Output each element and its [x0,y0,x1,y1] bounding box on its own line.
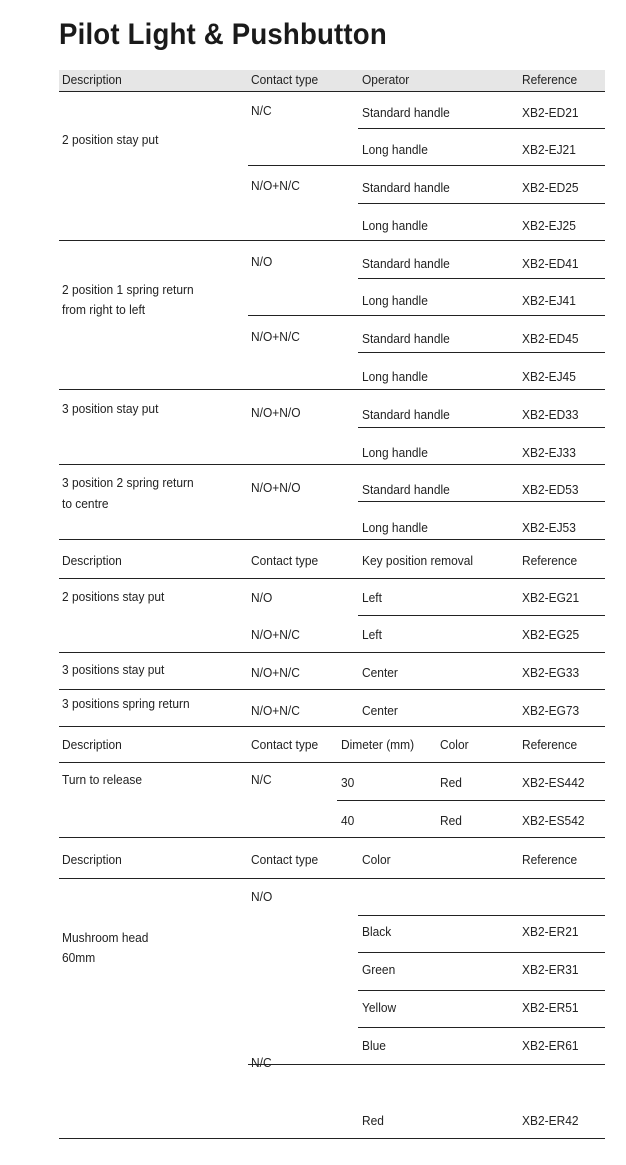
contact-cell: N/O+N/C [251,665,300,680]
operator-cell: Standard handle [362,256,450,271]
description-cell: 3 positions stay put [62,662,165,677]
operator-cell: Long handle [362,218,428,233]
contact-cell: N/O+N/O [251,405,301,420]
row-rule [248,165,605,166]
operator-cell: Standard handle [362,407,450,422]
operator-cell: Standard handle [362,180,450,195]
row-rule [358,990,605,991]
contact-cell: N/O+N/C [251,703,300,718]
header-color: Color [440,737,469,752]
reference-cell: XB2-EG33 [522,665,580,680]
row-rule [358,615,605,616]
reference-cell: XB2-EJ21 [522,142,576,157]
row-rule [337,800,605,801]
row-rule [358,427,605,428]
key-cell: Center [362,665,398,680]
reference-cell: XB2-EJ45 [522,369,576,384]
description-cell: 2 position stay put [62,132,159,147]
contact-cell: N/O [251,889,273,904]
key-cell: Center [362,703,398,718]
reference-cell: XB2-ED25 [522,180,579,195]
contact-cell: N/O+N/O [251,480,301,495]
header-rule [59,878,605,879]
operator-cell: Long handle [362,142,428,157]
description-cell: 2 positions stay put [62,589,165,604]
key-cell: Left [362,590,382,605]
operator-cell: Long handle [362,369,428,384]
reference-cell: XB2-ES542 [522,813,585,828]
reference-cell: XB2-EG25 [522,627,580,642]
reference-cell: XB2-ER61 [522,1038,579,1053]
header-color: Color [362,852,391,867]
description-cell: 3 positions spring return [62,696,190,711]
header-rule [59,762,605,763]
color-cell: Black [362,924,392,939]
color-cell: Blue [362,1038,386,1053]
reference-cell: XB2-EJ53 [522,520,576,535]
color-cell: Green [362,962,396,977]
header-description: Description [62,553,122,568]
contact-cell: N/O [251,254,273,269]
contact-cell: N/C [251,1055,272,1070]
header-reference: Reference [522,737,578,752]
reference-cell: XB2-EG73 [522,703,580,718]
header-reference: Reference [522,553,578,568]
row-rule [358,501,605,502]
color-cell: Red [440,775,462,790]
row-rule [358,278,605,279]
header-contact-type: Contact type [251,737,319,752]
header-rule [59,578,605,579]
header-description: Description [62,72,122,87]
header-contact-type: Contact type [251,852,319,867]
description-cell: Mushroom head 60mm [62,930,149,965]
contact-cell: N/O+N/C [251,178,300,193]
reference-cell: XB2-ER42 [522,1113,579,1128]
reference-cell: XB2-ER31 [522,962,579,977]
row-rule [358,952,605,953]
section-rule [59,539,605,540]
description-cell: Turn to release [62,772,142,787]
row-rule [358,128,605,129]
reference-cell: XB2-ED33 [522,407,579,422]
color-cell: Red [362,1113,384,1128]
contact-cell: N/C [251,772,272,787]
reference-cell: XB2-ES442 [522,775,585,790]
color-cell: Yellow [362,1000,397,1015]
section-rule [59,1138,605,1139]
reference-cell: XB2-ED45 [522,331,579,346]
description-cell: 3 position 2 spring return to centre [62,475,194,511]
header-description: Description [62,737,122,752]
header-key-position: Key position removal [362,553,474,568]
row-rule [248,1064,605,1065]
row-rule [248,315,605,316]
header-description: Description [62,852,122,867]
group-rule [59,464,605,465]
header-reference: Reference [522,852,578,867]
row-rule [358,1027,605,1028]
operator-cell: Standard handle [362,482,450,497]
color-cell: Red [440,813,462,828]
header-rule [59,91,605,92]
contact-cell: N/O+N/C [251,627,300,642]
reference-cell: XB2-EG21 [522,590,580,605]
row-rule [59,652,605,653]
operator-cell: Long handle [362,445,428,460]
page-title: Pilot Light & Pushbutton [59,18,387,51]
contact-cell: N/C [251,103,272,118]
operator-cell: Long handle [362,293,428,308]
reference-cell: XB2-ED41 [522,256,579,271]
row-rule [358,915,605,916]
reference-cell: XB2-ER51 [522,1000,579,1015]
reference-cell: XB2-ED21 [522,105,579,120]
reference-cell: XB2-ED53 [522,482,579,497]
operator-cell: Long handle [362,520,428,535]
reference-cell: XB2-EJ33 [522,445,576,460]
diameter-cell: 30 [341,775,355,790]
contact-cell: N/O+N/C [251,329,300,344]
reference-cell: XB2-EJ41 [522,293,576,308]
reference-cell: XB2-ER21 [522,924,579,939]
operator-cell: Standard handle [362,105,450,120]
row-rule [358,203,605,204]
header-diameter: Dimeter (mm) [341,737,415,752]
row-rule [358,352,605,353]
group-rule [59,389,605,390]
header-reference: Reference [522,72,578,87]
key-cell: Left [362,627,382,642]
header-contact-type: Contact type [251,72,319,87]
operator-cell: Standard handle [362,331,450,346]
reference-cell: XB2-EJ25 [522,218,576,233]
header-contact-type: Contact type [251,553,319,568]
section-rule [59,726,605,727]
group-rule [59,240,605,241]
description-cell: 2 position 1 spring return from right to left [62,282,194,317]
header-operator: Operator [362,72,410,87]
contact-cell: N/O [251,590,273,605]
diameter-cell: 40 [341,813,355,828]
section-rule [59,837,605,838]
description-cell: 3 position stay put [62,401,159,416]
row-rule [59,689,605,690]
